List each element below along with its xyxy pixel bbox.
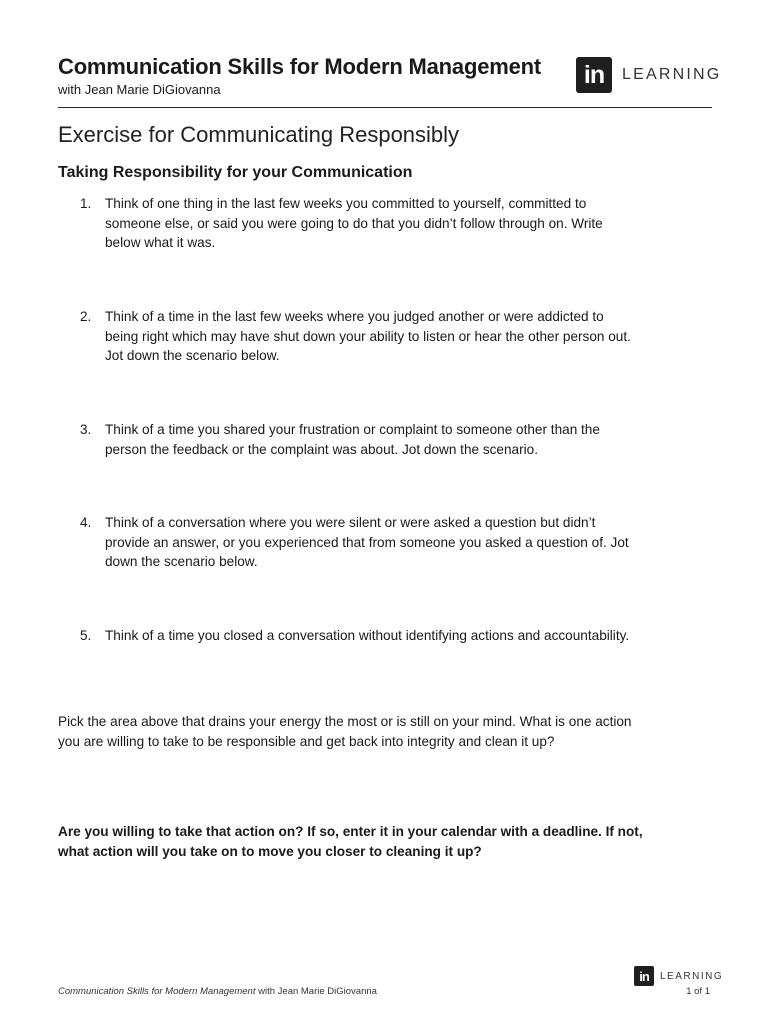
header-divider — [58, 107, 712, 108]
section-heading: Taking Responsibility for your Communication — [58, 164, 413, 181]
list-item-text: Think of a time you closed a conversation without identifying actions and accountability. — [105, 628, 630, 643]
linkedin-in-icon: in — [634, 966, 654, 986]
reflection-paragraph: Pick the area above that drains your energy the most or is still on your mind. What is one action you are willing to take to be responsible and get back into integrity and clean it up? — [58, 714, 632, 749]
footer-course-title: Communication Skills for Modern Management — [58, 986, 256, 997]
list-item — [80, 307, 640, 366]
list-item — [80, 194, 640, 253]
list-item-number: 4. — [80, 515, 92, 530]
linkedin-learning-logo — [576, 57, 721, 93]
footer-instructor: with Jean Marie DiGiovanna — [255, 986, 377, 997]
footer-logo-learning-text: LEARNING — [660, 970, 724, 982]
logo-learning-text: LEARNING — [622, 66, 722, 83]
list-item — [80, 626, 680, 646]
document-title: Communication Skills for Modern Management — [58, 54, 541, 79]
exercise-title: Exercise for Communicating Responsibly — [58, 122, 460, 147]
list-item-number: 1. — [80, 196, 92, 211]
list-item-text: Think of a time you shared your frustration or complaint to someone other than the person the feedback or the complaint was about. Jot down the scenario. — [105, 422, 600, 457]
page-number: 1 of 1 — [686, 986, 710, 997]
instructor-subtitle: with Jean Marie DiGiovanna — [58, 82, 221, 97]
footer-linkedin-learning-logo — [634, 966, 723, 986]
list-item-text: Think of one thing in the last few weeks you committed to yourself, committed to someone else, or said you were going to do that you didn’t follow through on. Write below what it was. — [105, 196, 603, 250]
footer-course-credit — [58, 986, 377, 997]
list-item — [80, 513, 640, 572]
list-item-text: Think of a time in the last few weeks where you judged another or were addicted to being right which may have shut down your ability to listen or hear the other person out. Jot down the scenario below. — [105, 309, 631, 363]
list-item — [80, 420, 640, 459]
list-item-text: Think of a conversation where you were silent or were asked a question but didn’t provide an answer, or you experienced that from someone you asked a question of. Jot down the scenario below. — [105, 515, 629, 569]
linkedin-in-icon: in — [576, 57, 612, 93]
list-item-number: 3. — [80, 422, 92, 437]
list-item-number: 2. — [80, 309, 92, 324]
list-item-number: 5. — [80, 628, 92, 643]
action-question: Are you willing to take that action on? If so, enter it in your calendar with a deadline. If not, what action will you take on to move you closer to cleaning it up? — [58, 824, 643, 859]
